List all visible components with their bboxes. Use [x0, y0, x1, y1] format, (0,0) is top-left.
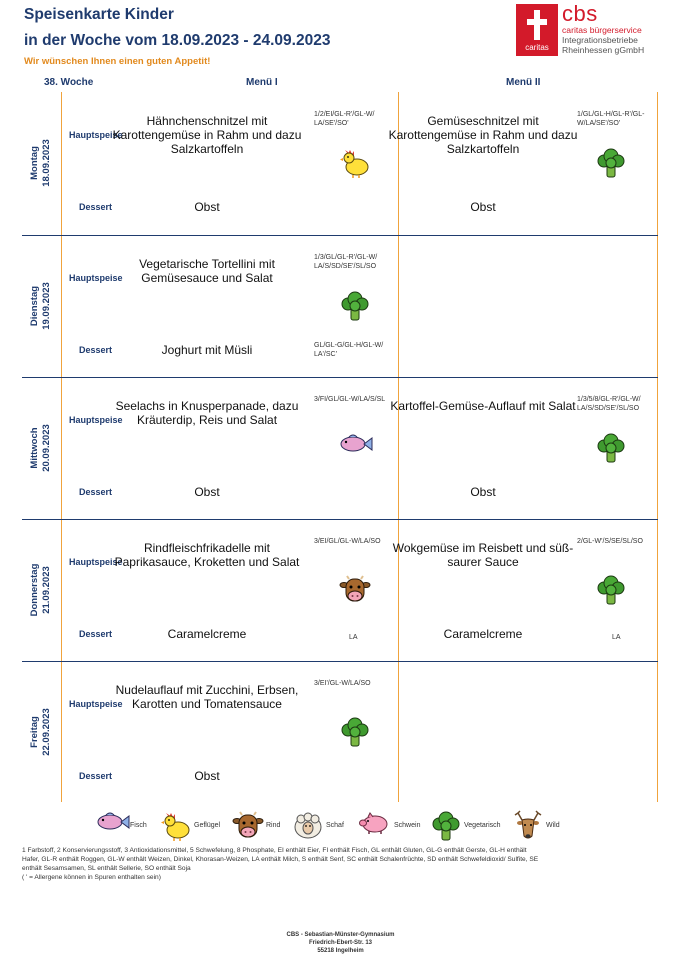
- legend-label: Geflügel: [194, 822, 221, 829]
- legend-label: Schwein: [394, 822, 421, 829]
- main-allergens: 1/2/EI/GL-R'/GL-W/ LA/SE'/SO': [314, 111, 375, 127]
- page-title-week: in der Woche vom 18.09.2023 - 24.09.2023: [24, 32, 331, 49]
- day-label: [29, 564, 53, 617]
- legend-label: Schaf: [326, 822, 344, 829]
- legend-label: Wild: [546, 822, 560, 829]
- main-dish: Vegetarische Tortellini mit Gemüsesauce und Salat: [139, 257, 275, 285]
- row-divider: [22, 519, 658, 520]
- footnote-line: ( ' = Allergene können in Spuren enthalten sein): [22, 874, 161, 881]
- main-allergens: 3/FI/GL/GL-W/LA/S/SL: [314, 396, 386, 403]
- main-dish: Gemüseschnitzel mit Karottengemüse in Rahm und dazu Salzkartoffeln: [388, 114, 578, 156]
- logo-line-2: Integrationsbetriebe: [562, 35, 638, 45]
- row-divider: [22, 377, 658, 378]
- day-cell: [22, 377, 60, 519]
- broccoli-icon: [595, 574, 627, 611]
- divider: [61, 92, 62, 802]
- main-allergens: 2/GL-W'/S/SE/SL/SO: [577, 538, 643, 545]
- broccoli-icon: [339, 290, 371, 327]
- logo-caritas-text: caritas: [525, 43, 549, 52]
- dessert-label: Dessert: [79, 487, 113, 497]
- footer-line-1: CBS - Sebastian-Münster-Gymnasium: [286, 932, 395, 938]
- main-allergens: 1/GL/GL-H/GL-R'/GL-W/LA/SE'/SO': [577, 111, 645, 127]
- main-course-label: Hauptspeise: [69, 130, 123, 140]
- legend-label: Fisch: [130, 822, 147, 829]
- legend-label: Rind: [266, 822, 281, 829]
- main-dish: Nudelauflauf mit Zucchini, Erbsen, Karotten und Tomatensauce: [115, 683, 299, 711]
- day-date: 19.09.2023: [41, 282, 52, 330]
- fish-icon: [96, 810, 130, 839]
- broccoli-icon: [595, 432, 627, 469]
- main-dish: Rindfleischfrikadelle mit Paprikasauce, Kroketten und Salat: [114, 541, 300, 569]
- dessert-label: Dessert: [79, 202, 113, 212]
- day-date: 21.09.2023: [41, 566, 52, 614]
- day-name: Freitag: [29, 716, 40, 748]
- logo-line-1: caritas bürgerservice: [562, 25, 642, 35]
- day-label: [29, 708, 53, 756]
- main-dish: Wokgemüse im Reisbett und süß-saurer Sauce: [392, 541, 574, 569]
- main-course-label: Hauptspeise: [69, 273, 123, 283]
- main-allergens: 3/EI/GL/GL-W/LA/SO: [314, 538, 381, 545]
- menu1-header: Menü I: [246, 77, 278, 88]
- week-header: 38. Woche: [44, 77, 94, 88]
- cbs-logo: [516, 1, 666, 58]
- cow-icon: [339, 574, 371, 611]
- day-label: [29, 282, 53, 330]
- main-allergens: 3/EI'/GL-W/LA/SO: [314, 680, 371, 687]
- pig-icon: [358, 810, 390, 841]
- day-label: [29, 424, 53, 472]
- day-cell: [22, 235, 60, 377]
- dessert-dish: Caramelcreme: [443, 627, 523, 641]
- dessert-label: Dessert: [79, 771, 113, 781]
- day-date: 22.09.2023: [41, 708, 52, 756]
- main-dish: Kartoffel-Gemüse-Auflauf mit Salat: [390, 399, 576, 413]
- day-cell: [22, 519, 60, 661]
- day-date: 18.09.2023: [41, 139, 52, 187]
- day-date: 20.09.2023: [41, 424, 52, 472]
- menu-grid: [22, 92, 658, 802]
- main-allergens: 1/3/5/8/GL-R'/GL-W/ LA/S/SD/SE'/SL/SO: [577, 396, 641, 412]
- day-cell: [22, 92, 60, 234]
- logo-line-3: Rheinhessen gGmbH: [562, 45, 645, 55]
- logo-brand: cbs: [562, 1, 598, 26]
- cross-icon: [527, 10, 547, 40]
- dessert-dish: Caramelcreme: [167, 627, 247, 641]
- allergen-footnote: [22, 846, 662, 882]
- deer-icon: [512, 810, 544, 847]
- dessert-dish: Obst: [194, 485, 220, 499]
- day-cell: [22, 661, 60, 803]
- row-divider: [22, 661, 658, 662]
- dessert-label: Dessert: [79, 345, 113, 355]
- sheep-icon: [292, 810, 324, 847]
- footer-line-2: Friedrich-Ebert-Str. 13: [308, 940, 373, 946]
- page-title: Speisenkarte Kinder: [24, 6, 174, 23]
- day-name: Mittwoch: [29, 427, 40, 469]
- day-name: Montag: [29, 146, 40, 180]
- row-divider: [22, 235, 658, 236]
- main-dish: Seelachs in Knusperpanade, dazu Kräuterdip, Reis und Salat: [115, 399, 299, 427]
- day-name: Donnerstag: [29, 563, 40, 617]
- main-course-label: Hauptspeise: [69, 557, 123, 567]
- day-label: [29, 139, 53, 187]
- dessert-dish: Obst: [470, 200, 496, 214]
- footnote-line: 1 Farbstoff, 2 Konservierungsstoff, 3 Antioxidationsmittel, 5 Schwefelung, 8 Phosphate, EI enthält Eier, FI enthält Fisch, GL enthält Gluten, GL-G enthält Gerste, GL-H enthält: [22, 847, 527, 854]
- dessert-dish: Obst: [470, 485, 496, 499]
- divider: [657, 92, 658, 802]
- footer-line-3: 55218 Ingelheim: [317, 948, 364, 954]
- day-name: Dienstag: [29, 285, 40, 327]
- broccoli-icon: [430, 810, 462, 847]
- subtitle: Wir wünschen Ihnen einen guten Appetit!: [24, 56, 211, 67]
- dessert-allergens: LA: [349, 634, 358, 641]
- broccoli-icon: [339, 716, 371, 753]
- main-allergens: 1/3/GL/GL-R'/GL-W/ LA/S/SD/SE'/SL/SO: [314, 254, 378, 270]
- dessert-dish: Obst: [194, 769, 220, 783]
- caritas-logo-box: [516, 4, 558, 56]
- main-course-label: Hauptspeise: [69, 699, 123, 709]
- dessert-dish: Obst: [194, 200, 220, 214]
- footnote-line: enthält Sesamsamen, SL enthält Sellerie, SO enthält Soja: [22, 865, 191, 872]
- broccoli-icon: [595, 147, 627, 184]
- dessert-allergens: LA: [612, 634, 621, 641]
- cow-icon: [232, 810, 264, 847]
- main-course-label: Hauptspeise: [69, 415, 123, 425]
- dessert-label: Dessert: [79, 629, 113, 639]
- legend-label: Vegetarisch: [464, 822, 501, 829]
- dessert-dish: Joghurt mit Müsli: [161, 343, 253, 357]
- dessert-allergens: GL/GL-G/GL-H/GL-W/ LA'/SC': [314, 342, 384, 358]
- fish-icon: [339, 432, 373, 461]
- menu2-header: Menü II: [506, 77, 541, 88]
- chicken-icon: [339, 147, 371, 184]
- chicken-icon: [160, 810, 192, 847]
- divider: [398, 92, 399, 802]
- main-dish: Hähnchenschnitzel mit Karottengemüse in Rahm und dazu Salzkartoffeln: [112, 114, 302, 156]
- footnote-line: Hafer, GL-R enthält Roggen, GL-W enthält Weizen, Dinkel, Khorasan-Weizen, LA enthält Milch, S enthält Senf, SC enthält Schalenfrüchte, SD enthält Schwefeldioxid/ Sulfite, SE: [22, 856, 539, 863]
